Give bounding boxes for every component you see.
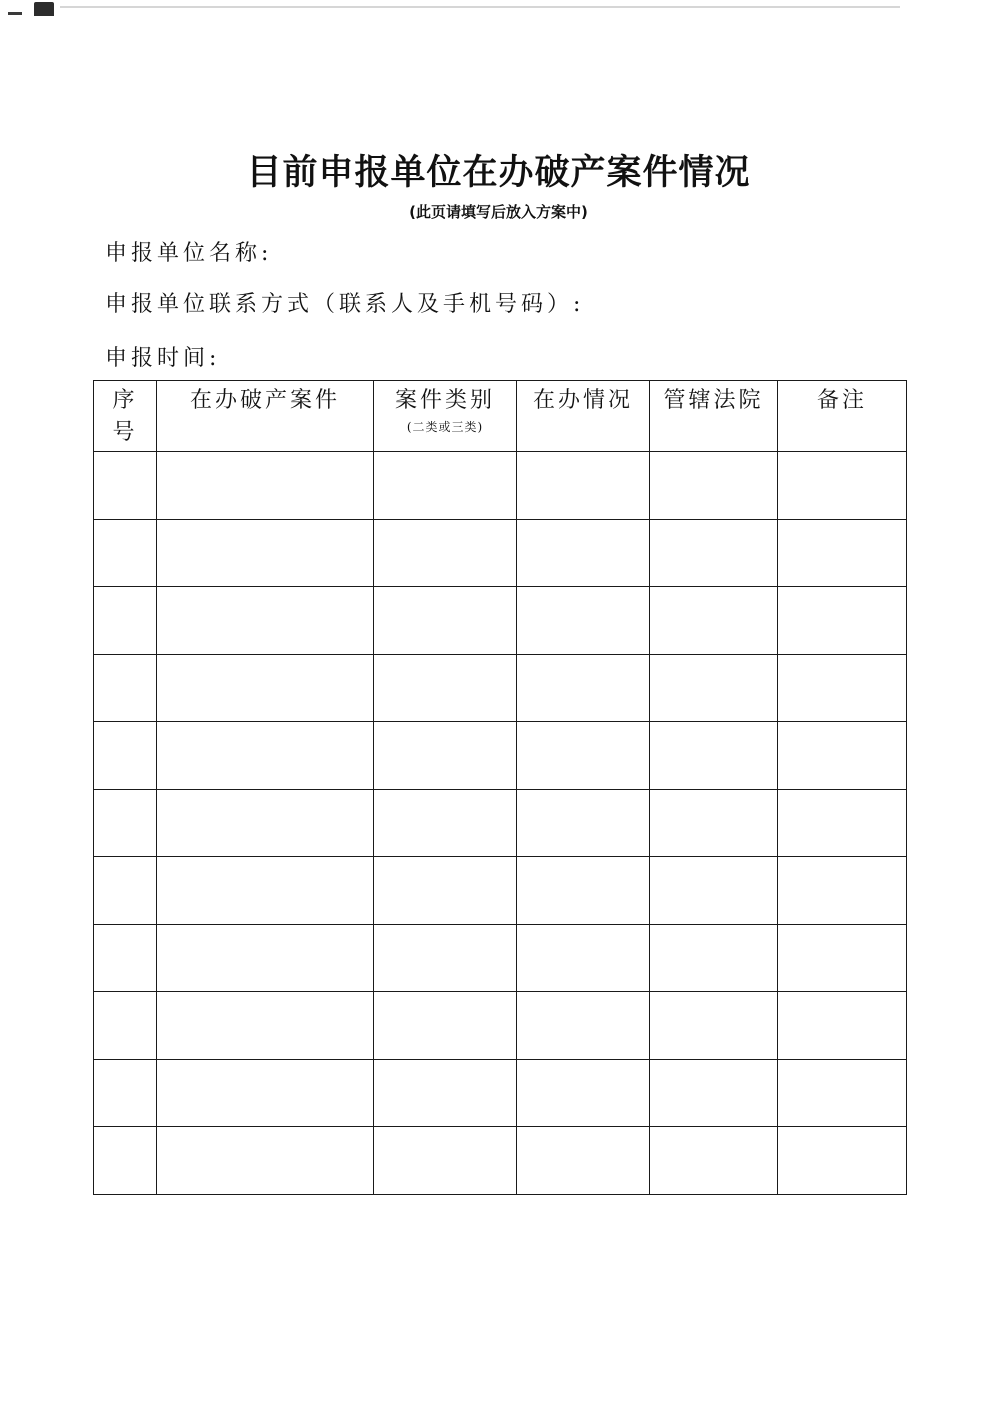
- cell-remark: [778, 722, 907, 790]
- cell-court: [650, 789, 778, 857]
- cell-court: [650, 1059, 778, 1127]
- table-row: [94, 992, 907, 1060]
- cell-case: [157, 452, 374, 520]
- table-row: [94, 519, 907, 587]
- cell-seq: [94, 452, 157, 520]
- cell-status: [517, 992, 650, 1060]
- cell-case: [157, 654, 374, 722]
- cell-case: [157, 1127, 374, 1195]
- cell-court: [650, 654, 778, 722]
- cell-remark: [778, 452, 907, 520]
- cell-remark: [778, 587, 907, 655]
- table-row: [94, 924, 907, 992]
- cell-court: [650, 924, 778, 992]
- table-row: [94, 1127, 907, 1195]
- cell-seq: [94, 789, 157, 857]
- cell-category: [374, 1127, 517, 1195]
- cell-court: [650, 1127, 778, 1195]
- table-body: [94, 452, 907, 1195]
- contact-label: 申报单位联系方式（联系人及手机号码）:: [105, 292, 585, 317]
- table-row: [94, 789, 907, 857]
- cell-category: [374, 1059, 517, 1127]
- cell-category: [374, 722, 517, 790]
- cell-case: [157, 924, 374, 992]
- header-seq-top: 序: [112, 388, 138, 413]
- cell-status: [517, 722, 650, 790]
- table-row: [94, 1059, 907, 1127]
- table-row: [94, 587, 907, 655]
- cell-category: [374, 992, 517, 1060]
- header-remark: 备注: [778, 381, 907, 452]
- cell-status: [517, 519, 650, 587]
- cell-category: [374, 789, 517, 857]
- cell-case: [157, 789, 374, 857]
- header-seq-bottom: 号: [112, 420, 138, 445]
- cell-remark: [778, 1127, 907, 1195]
- cell-court: [650, 857, 778, 925]
- cell-status: [517, 924, 650, 992]
- scan-mark: [34, 2, 54, 16]
- header-category: [374, 381, 517, 452]
- scan-mark: [8, 12, 22, 15]
- cell-seq: [94, 1059, 157, 1127]
- table-row: [94, 857, 907, 925]
- cell-case: [157, 1059, 374, 1127]
- cell-remark: [778, 1059, 907, 1127]
- cell-seq: [94, 992, 157, 1060]
- header-seq: [94, 381, 157, 452]
- cell-court: [650, 519, 778, 587]
- cell-status: [517, 1059, 650, 1127]
- cell-case: [157, 519, 374, 587]
- cell-category: [374, 519, 517, 587]
- case-table: [93, 380, 907, 1195]
- table-header-row: [94, 381, 907, 452]
- table-row: [94, 452, 907, 520]
- cell-category: [374, 587, 517, 655]
- cell-seq: [94, 924, 157, 992]
- cell-case: [157, 857, 374, 925]
- cell-status: [517, 654, 650, 722]
- cell-court: [650, 452, 778, 520]
- header-case: 在办破产案件: [157, 381, 374, 452]
- cell-remark: [778, 924, 907, 992]
- cell-status: [517, 452, 650, 520]
- cell-remark: [778, 857, 907, 925]
- table-row: [94, 722, 907, 790]
- cell-remark: [778, 789, 907, 857]
- cell-remark: [778, 992, 907, 1060]
- page-title: 目前申报单位在办破产案件情况: [246, 153, 751, 193]
- header-status: 在办情况: [517, 381, 650, 452]
- header-court: 管辖法院: [650, 381, 778, 452]
- unit-name-label: 申报单位名称:: [105, 241, 273, 266]
- cell-seq: [94, 857, 157, 925]
- table-row: [94, 654, 907, 722]
- cell-category: [374, 654, 517, 722]
- date-label: 申报时间:: [105, 346, 221, 371]
- cell-remark: [778, 654, 907, 722]
- cell-court: [650, 722, 778, 790]
- header-category-label: 案件类别: [394, 388, 495, 413]
- scan-artifacts: [0, 0, 997, 18]
- header-category-note: (二类或三类): [406, 420, 484, 434]
- cell-category: [374, 924, 517, 992]
- page-subtitle: (此页请填写后放入方案中): [409, 203, 588, 221]
- cell-category: [374, 857, 517, 925]
- cell-category: [374, 452, 517, 520]
- cell-seq: [94, 1127, 157, 1195]
- cell-case: [157, 992, 374, 1060]
- cell-seq: [94, 722, 157, 790]
- cell-case: [157, 722, 374, 790]
- cell-status: [517, 857, 650, 925]
- cell-seq: [94, 587, 157, 655]
- cell-court: [650, 587, 778, 655]
- cell-remark: [778, 519, 907, 587]
- cell-case: [157, 587, 374, 655]
- cell-status: [517, 1127, 650, 1195]
- cell-seq: [94, 654, 157, 722]
- scan-edge-line: [60, 6, 900, 8]
- cell-court: [650, 992, 778, 1060]
- cell-seq: [94, 519, 157, 587]
- cell-status: [517, 587, 650, 655]
- cell-status: [517, 789, 650, 857]
